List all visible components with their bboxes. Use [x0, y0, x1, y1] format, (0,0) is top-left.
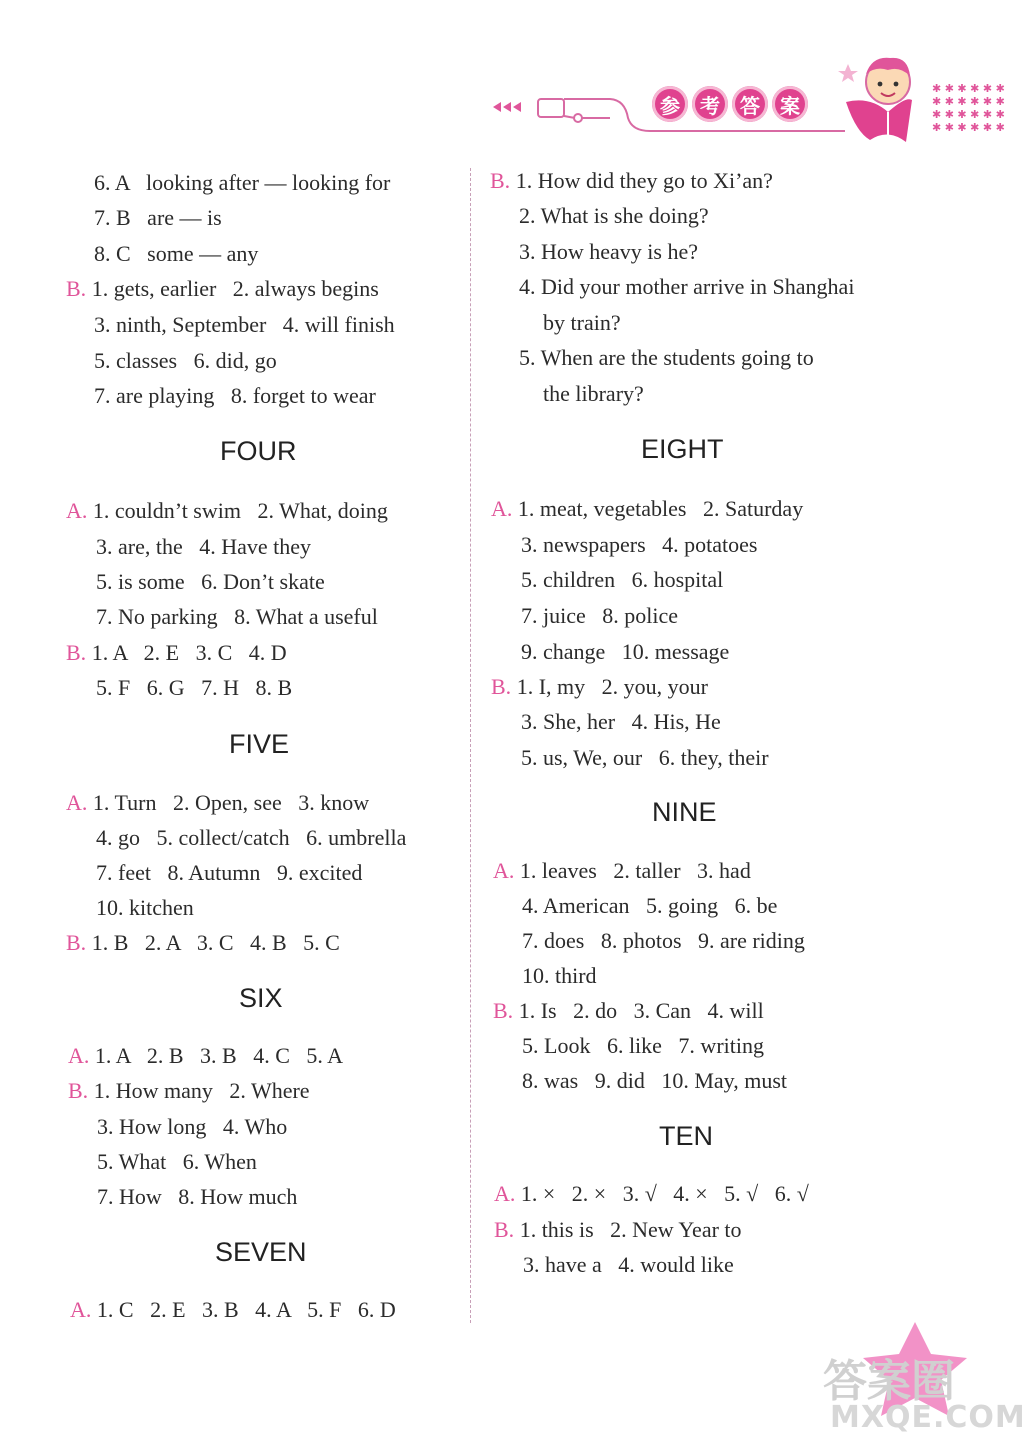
answer-line: A. 1. × 2. × 3. √ 4. × 5. √ 6. √ [494, 1181, 809, 1206]
watermark-url: MXQE.COM [830, 1400, 1026, 1435]
part-label: A. [491, 496, 513, 521]
part-label: A. [66, 790, 88, 815]
answer-line: 5. us, We, our 6. they, their [521, 745, 769, 770]
answer-line: 7. are playing 8. forget to wear [94, 383, 376, 408]
svg-text:✱ ✱ ✱ ✱ ✱ ✱: ✱ ✱ ✱ ✱ ✱ ✱ [932, 108, 1005, 121]
svg-text:✱ ✱ ✱ ✱ ✱ ✱: ✱ ✱ ✱ ✱ ✱ ✱ [932, 95, 1005, 108]
answer-line: 7. No parking 8. What a useful [96, 604, 378, 629]
unit-heading: FOUR [220, 436, 297, 466]
svg-text:✱ ✱ ✱ ✱ ✱ ✱: ✱ ✱ ✱ ✱ ✱ ✱ [932, 121, 1005, 134]
answer-line: A. 1. meat, vegetables 2. Saturday [491, 496, 804, 521]
unit-heading: NINE [652, 797, 717, 827]
answer-line: 10. third [522, 963, 597, 988]
answer-line: 8. C some — any [94, 241, 259, 266]
answer-line: 5. F 6. G 7. H 8. B [96, 675, 293, 700]
answer-line: 8. was 9. did 10. May, must [522, 1068, 788, 1093]
answer-line: 5. What 6. When [97, 1149, 257, 1174]
part-label: B. [490, 168, 511, 193]
part-label: A. [70, 1297, 92, 1322]
answer-line: 4. Did your mother arrive in Shanghai [519, 274, 855, 299]
answer-line: A. 1. leaves 2. taller 3. had [493, 858, 751, 883]
answer-line: 7. juice 8. police [521, 603, 679, 628]
header-ornament [0, 0, 1005, 165]
answer-line: B. 1. gets, earlier 2. always begins [66, 276, 379, 301]
title-char: 考 [692, 86, 728, 122]
answer-line: B. 1. How many 2. Where [68, 1078, 310, 1103]
svg-text:✱ ✱ ✱ ✱ ✱ ✱: ✱ ✱ ✱ ✱ ✱ ✱ [932, 82, 1005, 95]
title-char: 案 [772, 86, 808, 122]
answer-line: 3. How long 4. Who [97, 1114, 288, 1139]
answer-line: 4. American 5. going 6. be [522, 893, 778, 918]
answer-line: 5. When are the students going to [519, 345, 814, 370]
answer-line: 7. B are — is [94, 205, 222, 230]
answer-line: 3. are, the 4. Have they [96, 534, 312, 559]
unit-heading: EIGHT [641, 434, 724, 464]
answer-line: A. 1. A 2. B 3. B 4. C 5. A [68, 1043, 344, 1068]
answer-line: 4. go 5. collect/catch 6. umbrella [96, 825, 407, 850]
answer-line: 10. kitchen [96, 895, 194, 920]
answer-line: B. 1. I, my 2. you, your [491, 674, 708, 699]
part-label: A. [68, 1043, 90, 1068]
part-label: A. [494, 1181, 516, 1206]
part-label: B. [493, 998, 514, 1023]
answer-line: 2. What is she doing? [519, 203, 709, 228]
answer-line: 7. How 8. How much [97, 1184, 298, 1209]
answer-line: A. 1. couldn’t swim 2. What, doing [66, 498, 388, 523]
unit-heading: FIVE [229, 729, 290, 759]
unit-heading: TEN [659, 1121, 713, 1151]
answer-line: 5. classes 6. did, go [94, 348, 277, 373]
answer-title [652, 86, 808, 122]
page-header [0, 0, 1005, 165]
answer-line: 7. does 8. photos 9. are riding [522, 928, 805, 953]
answer-line: 3. have a 4. would like [523, 1252, 734, 1277]
title-char: 答 [732, 86, 768, 122]
answer-line: by train? [543, 310, 621, 335]
answer-line: 5. Look 6. like 7. writing [522, 1033, 764, 1058]
unit-heading: SEVEN [215, 1237, 307, 1267]
part-label: B. [66, 640, 87, 665]
part-label: A. [66, 498, 88, 523]
title-char: 参 [652, 86, 688, 122]
answer-line: B. 1. B 2. A 3. C 4. B 5. C [66, 930, 340, 955]
answer-line: B. 1. Is 2. do 3. Can 4. will [493, 998, 764, 1023]
answer-line: B. 1. this is 2. New Year to [494, 1217, 742, 1242]
part-label: B. [66, 276, 87, 301]
answer-line: B. 1. A 2. E 3. C 4. D [66, 640, 287, 665]
watermark-logo: 答案圈 [823, 1356, 955, 1407]
answer-line: 3. ninth, September 4. will finish [94, 312, 395, 337]
answer-line: A. 1. Turn 2. Open, see 3. know [66, 790, 370, 815]
part-label: B. [494, 1217, 515, 1242]
part-label: B. [68, 1078, 89, 1103]
unit-heading: SIX [239, 983, 283, 1013]
answer-line: 9. change 10. message [521, 639, 730, 664]
answer-line: 3. newspapers 4. potatoes [521, 532, 758, 557]
answer-line: the library? [543, 381, 644, 406]
part-label: B. [491, 674, 512, 699]
part-label: B. [66, 930, 87, 955]
answer-line: 6. A looking after — looking for [94, 170, 391, 195]
answer-line: 3. How heavy is he? [519, 239, 699, 264]
answer-line: 7. feet 8. Autumn 9. excited [96, 860, 363, 885]
answer-line: 3. She, her 4. His, He [521, 709, 721, 734]
answer-line: B. 1. How did they go to Xi’an? [490, 168, 773, 193]
answer-line: 5. is some 6. Don’t skate [96, 569, 325, 594]
answer-line: A. 1. C 2. E 3. B 4. A 5. F 6. D [70, 1297, 396, 1322]
answer-line: 5. children 6. hospital [521, 567, 724, 592]
part-label: A. [493, 858, 515, 883]
column-divider [470, 168, 471, 1323]
